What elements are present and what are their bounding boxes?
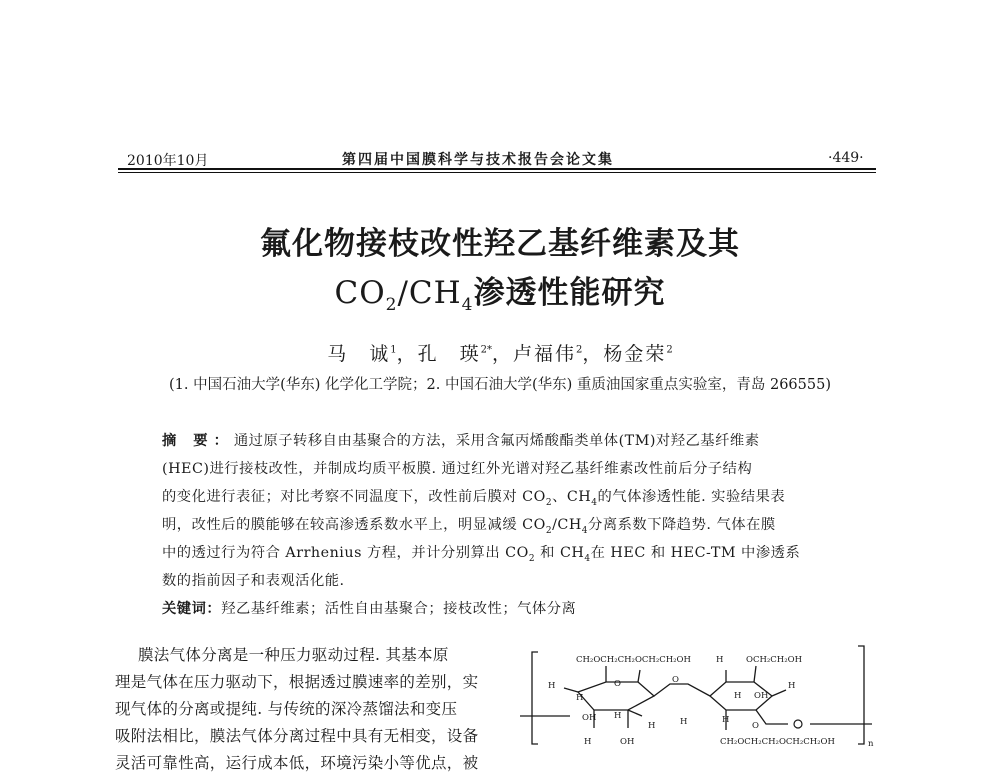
abstract-text: 分离系数下降趋势. 气体在膜	[588, 517, 776, 533]
author-name: 杨金荣	[603, 343, 667, 365]
keywords-text: 羟乙基纤维素；活性自由基聚合；接枝改性；气体分离	[221, 601, 577, 617]
author-name: 马 诚	[327, 343, 391, 365]
subscript: 2	[545, 525, 553, 536]
abstract-text: 、CH	[552, 489, 592, 505]
subscript: 2	[545, 497, 553, 508]
affiliation: (1. 中国石油大学(华东) 化学化工学院；2. 中国石油大学(华东) 重质油国家重点实验室，青岛 266555)	[168, 377, 831, 393]
oh-group: OH	[582, 713, 597, 723]
subscript: 4	[591, 497, 598, 508]
abstract-text: /CH	[552, 517, 582, 533]
abstract-text: 中的透过行为符合 Arrhenius 方程，并计分别算出 CO	[162, 545, 529, 561]
header-rule-thin	[118, 172, 876, 173]
author-mark: 1	[390, 344, 397, 356]
author-name: 孔 瑛	[417, 343, 481, 365]
author-separator: ，	[396, 343, 418, 365]
paper-title-line1: 氟化物接枝改性羟乙基纤维素及其	[260, 226, 740, 262]
title-co: CO	[334, 275, 386, 311]
subscript: 4	[581, 525, 589, 536]
h-atom: H	[648, 721, 656, 731]
oh-group: OH	[620, 737, 635, 747]
abstract-line: 数的指前因子和表观活化能.	[162, 573, 345, 589]
author-mark: 2	[576, 344, 583, 356]
header-journal: 第四届中国膜科学与技术报告会论文集	[342, 152, 614, 168]
header-rule-thick	[118, 168, 876, 170]
abstract-line: (HEC)进行接枝改性，并制成均质平板膜. 通过红外光谱对羟乙基纤维素改性前后分子结构	[162, 461, 753, 477]
left-bracket	[532, 652, 538, 744]
h-atom: H	[576, 693, 584, 703]
substituent-top-right: OCH₂CH₂OH	[746, 655, 802, 665]
h-atom: H	[722, 715, 730, 725]
o-atom: O	[614, 679, 621, 689]
right-bracket	[858, 646, 864, 744]
keywords-label: 关键词：	[162, 601, 222, 617]
abstract-text: 在 HEC 和 HEC-TM 中渗透系	[590, 545, 801, 561]
body-line: 膜法气体分离是一种压力驱动过程. 其基本原	[138, 646, 449, 664]
body-line: 吸附法相比，膜法气体分离过程中具有无相变，设备	[115, 727, 479, 745]
abstract-text: 通过原子转移自由基聚合的方法，采用含氟丙烯酸酯类单体(TM)对羟乙基纤维素	[233, 433, 760, 449]
substituent-bottom-right: CH₂OCH₂CH₂OCH₂CH₂OH	[720, 737, 835, 747]
abstract-line	[162, 542, 800, 564]
h-atom: H	[716, 655, 724, 665]
title-ch: /CH	[397, 275, 462, 311]
h-atom: H	[680, 717, 688, 727]
hec-structure-diagram	[520, 640, 885, 760]
author-mark: 2	[666, 344, 673, 356]
abstract-text: 和 CH	[535, 545, 585, 561]
abstract-label: 摘 要：	[162, 433, 234, 449]
body-line: 灵活可靠性高，运行成本低，环境污染小等优点，被	[115, 754, 479, 772]
body-line: 现气体的分离或提纯. 与传统的深冷蒸馏法和变压	[115, 700, 458, 718]
h-atom: H	[734, 691, 742, 701]
author-list	[0, 339, 1000, 366]
subscript: 4	[584, 553, 591, 564]
oh-group: OH	[754, 691, 769, 701]
subscript: 2	[528, 553, 536, 564]
header-page-number: ·449·	[828, 150, 864, 166]
title-rest: 渗透性能研究	[473, 275, 666, 311]
author-mark: 2*	[480, 344, 492, 356]
abstract-text: 明，改性后的膜能够在较高渗透系数水平上，明显减缓 CO	[162, 517, 546, 533]
abstract-line	[162, 514, 776, 536]
paper-title-line2	[0, 267, 1000, 315]
o-atom: O	[752, 721, 759, 731]
repeat-n: n	[868, 739, 874, 749]
author-separator: ，	[582, 343, 604, 365]
h-atom: H	[614, 711, 622, 721]
abstract-text: 的变化进行表征；对比考察不同温度下，改性前后膜对 CO	[162, 489, 546, 505]
abstract-text: 的气体渗透性能. 实验结果表	[597, 489, 786, 505]
body-line: 理是气体在压力驱动下，根据透过膜速率的差别，实	[115, 673, 479, 691]
h-atom: H	[788, 681, 796, 691]
author-name: 卢福伟	[513, 343, 577, 365]
header-date: 2010年10月	[127, 153, 209, 169]
abstract-line	[162, 486, 785, 508]
author-separator: ，	[491, 343, 513, 365]
keywords-line	[162, 598, 576, 618]
o-atom-circle	[794, 720, 802, 728]
title-sub-4: 4	[461, 295, 474, 316]
substituent-top-left: CH₂OCH₂CH₂OCH₂CH₂OH	[576, 655, 691, 665]
abstract-line	[162, 430, 760, 450]
o-atom: O	[672, 675, 679, 685]
h-atom: H	[584, 737, 592, 747]
title-sub-2: 2	[385, 295, 398, 316]
h-atom: H	[548, 681, 556, 691]
